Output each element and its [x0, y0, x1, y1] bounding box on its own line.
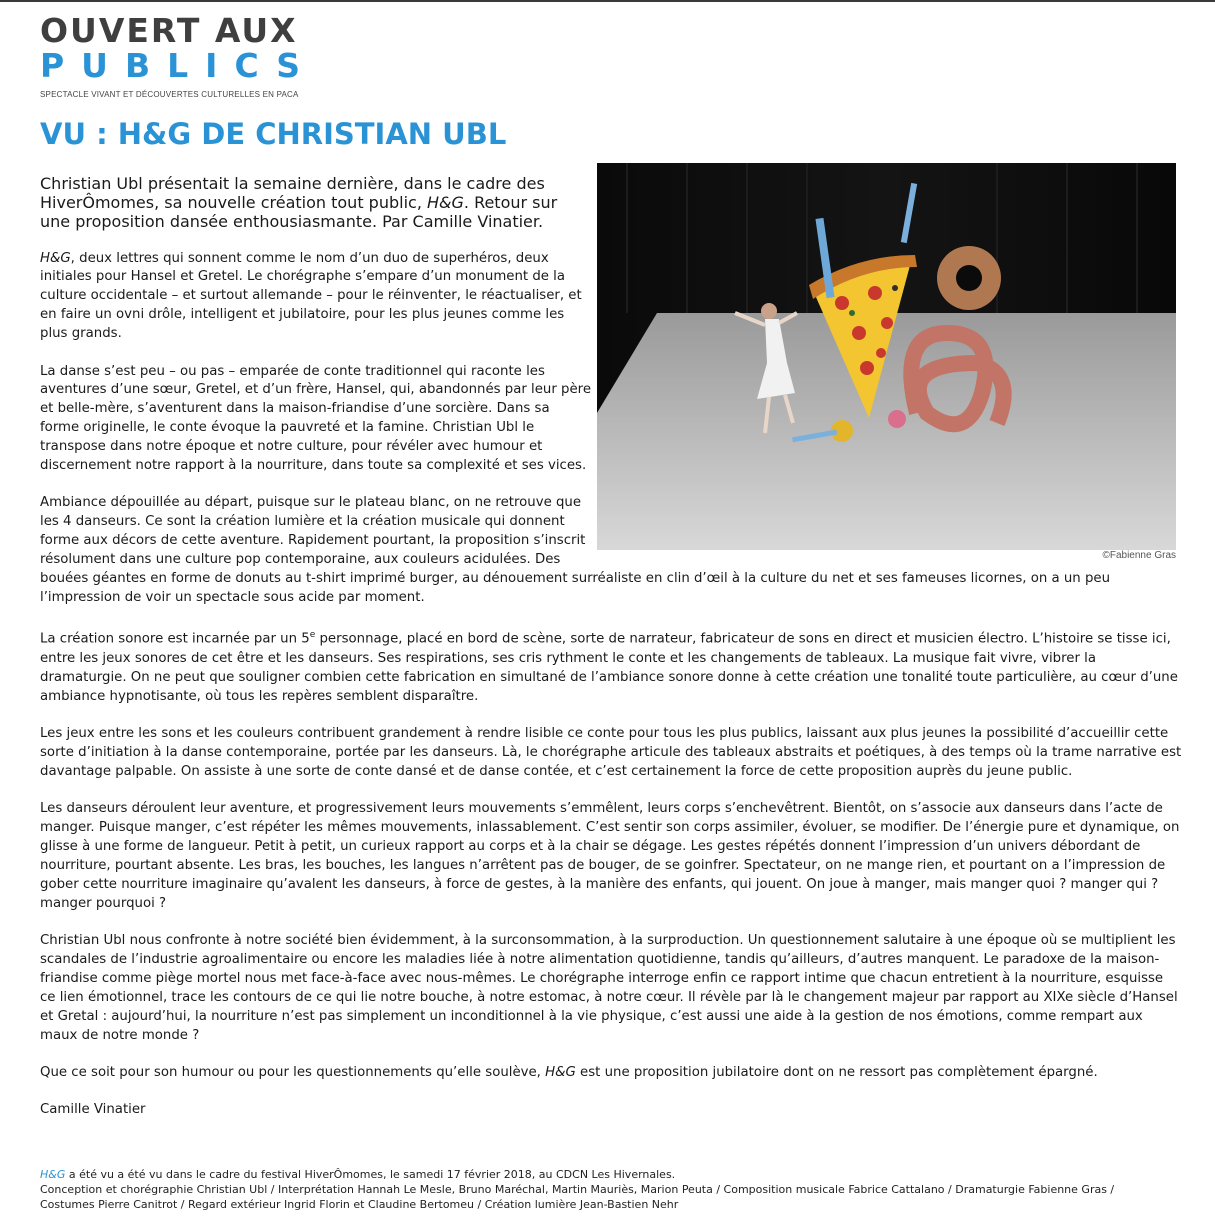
credits-line-1 [40, 1167, 1190, 1182]
credits-line-1-text: a été vu a été vu dans le cadre du festival HiverÔmomes, le samedi 17 février 2018, au CDCN Les Hivernales. [65, 1168, 676, 1181]
photo-caption: ©Fabienne Gras [1102, 550, 1176, 561]
credits-show-link[interactable]: H&G [40, 1168, 66, 1181]
credits-block [40, 1167, 1190, 1212]
logo-tagline: SPECTACLE VIVANT ET DÉCOUVERTES CULTURELLES EN PACA [40, 90, 299, 99]
p4-text-b: personnage, placé en bord de scène, sorte de narrateur, fabricateur de sons en direct et musicien électro. L’histoire se tisse ici, entre les jeux sonores de cet être et les danseurs. Ses respirations, ses cris rythment le conte et les changements de tableaux. La musique fait vivre, vibrer la dramaturgie. On ne peut que souligner combien cette fabrication en simultané de l’ambiance sonore donne à cette création une tonalité toute particulière, au cœur d’une ambiance hypnotisante, où tous les repères semblent disparaître. [40, 631, 1178, 704]
p4-text-a: La création sonore est incarnée par un 5 [40, 631, 310, 647]
p8-text-b: est une proposition jubilatoire dont on ne ressort pas complètement épargné. [575, 1065, 1098, 1081]
site-logo[interactable] [40, 11, 318, 99]
article-body [40, 174, 1182, 1139]
paragraph-7: Christian Ubl nous confronte à notre société bien évidemment, à la surconsommation, à la surproduction. Un questionnement salutaire à une époque où se multiplient les scandales de l’industrie agroalimentaire ou encore les maladies liée à notre alimentation quotidienne, tandis qu’ailleurs, d’autres manquent. Le paradoxe de la maison-friandise comme piège mortel nous met face-à-face avec nous-mêmes. Le chorégraphe interroge enfin ce rapport intime que chacun entretient à la nourriture, esquisse ce lien émotionnel, trace les contours de ce qui lie notre bouche, à notre estomac, à notre cœur. Il révèle par là le changement majeur par rapport au XIXe siècle d’Hansel et Gretal : aujourd’hui, la nourriture n’est pas simplement un inconditionnel à la vie physique, c’est aussi une aide à la gestion de nos émotions, comme rempart aux maux de notre monde ? [40, 933, 1178, 1043]
credits-line-3: Costumes Pierre Canitrot / Regard extérieur Ingrid Florin et Claudine Bertomeu / Création lumière Jean-Bastien Nehr [40, 1198, 679, 1211]
p1-text: , deux lettres qui sonnent comme le nom d’un duo de superhéros, deux initiales pour Hansel et Gretel. Le chorégraphe s’empare d’un monument de la culture occidentale – et surtout allemande – pour le réinventer, le réactualiser, et en faire un ovni drôle, intelligent et jubilatoire, pour les plus jeunes comme les plus grands. [40, 250, 582, 342]
p1-italic: H&G [40, 250, 71, 266]
paragraph-3: Ambiance dépouillée au départ, puisque sur le plateau blanc, on ne retrouve que les 4 danseurs. Ce sont la création lumière et la création musicale qui donnent forme aux décors de cette aventure. Rapidement pourtant, la proposition s’inscrit résolument dans une culture pop contemporaine, aux couleurs acidulées. Des bouées géantes en forme de donuts au t-shirt imprimé burger, au dénouement surréaliste en clin d’œil à la culture du net et ses fameuses licornes, on a un peu l’impression de voir un spectacle sous acide par moment. [40, 495, 1111, 605]
top-border [0, 0, 1215, 2]
p4-superscript: e [309, 630, 316, 641]
logo-line-1: OUVERT AUX [40, 11, 298, 50]
article-title: VU : H&G DE CHRISTIAN UBL [40, 117, 507, 151]
paragraph-6: Les danseurs déroulent leur aventure, et progressivement leurs mouvements s’emmêlent, leurs corps s’enchevêtrent. Bientôt, on s’associe aux danseurs dans l’acte de manger. Puisque manger, c’est répéter les mêmes mouvements, inlassablement. C’est sentir son corps assimiler, évoluer, se modifier. De l’énergie pure et dynamique, on glisse à une forme de langueur. Petit à petit, un curieux rapport au corps et à la chair se dégage. Les gestes répétés donnent l’impression d’un univers débordant de nourriture, pourtant absente. Les bras, les bouches, les langues n’arrêtent pas de bouger, de se goinfrer. Spectateur, on ne mange rien, et pourtant on a l’impression de gober cette nourriture imaginaire qu’avalent les danseurs, à force de gestes, à la manière des enfants, qui jouent. On joue à manger, mais manger quoi ? manger qui ? manger pourquoi ? [40, 801, 1180, 911]
paragraph-8 [40, 1064, 1182, 1083]
paragraph-5: Les jeux entre les sons et les couleurs contribuent grandement à rendre lisible ce conte pour tous les plus publics, laissant aux plus jeunes la possibilité d’accueillir cette sorte d’initiation à la danse contemporaine, portée par les danseurs. Là, le chorégraphe articule des tableaux abstraits et poétiques, à des temps où la trame narrative est davantage palpable. On assiste à une sorte de conte dansé et de danse contée, et c’est certainement la force de cette proposition auprès du jeune public. [40, 725, 1182, 779]
lead-text-2: . Retour sur une proposition dansée enthousiasmante. Par Camille Vinatier. [40, 193, 558, 231]
p8-italic: H&G [545, 1065, 576, 1081]
lead-title-italic: H&G [426, 193, 464, 212]
p8-text-a: Que ce soit pour son humour ou pour les questionnements qu’elle soulève, [40, 1065, 546, 1081]
paragraph-2: La danse s’est peu – ou pas – emparée de conte traditionnel qui raconte les aventures d’une sœur, Gretel, et d’un frère, Hansel, qui, abandonnés par leur père et belle-mère, s’aventurent dans la maison-friandise d’une sorcière. Dans sa forme originelle, le conte évoque la pauvreté et la famine. Christian Ubl le transpose dans notre époque et notre culture, pour révéler avec humour et discernement notre rapport à la nourriture, dans toute sa complexité et ses vices. [40, 363, 592, 474]
credits-line-2: Conception et chorégraphie Christian Ubl / Interprétation Hannah Le Mesle, Bruno Maréchal, Martin Mauriès, Marion Peuta / Composition musicale Fabrice Cattalano / Dramaturgie Fabienne Gras / [40, 1183, 1115, 1196]
logo-line-2: PUBLICS [40, 46, 318, 85]
lead-text-1: Christian Ubl présentait la semaine dernière, dans le cadre des HiverÔmomes, sa nouvelle création tout public, [40, 174, 545, 212]
paragraph-4 [40, 626, 1182, 706]
article-author: Camille Vinatier [40, 1102, 146, 1118]
photo-float-spacer [592, 174, 1182, 566]
